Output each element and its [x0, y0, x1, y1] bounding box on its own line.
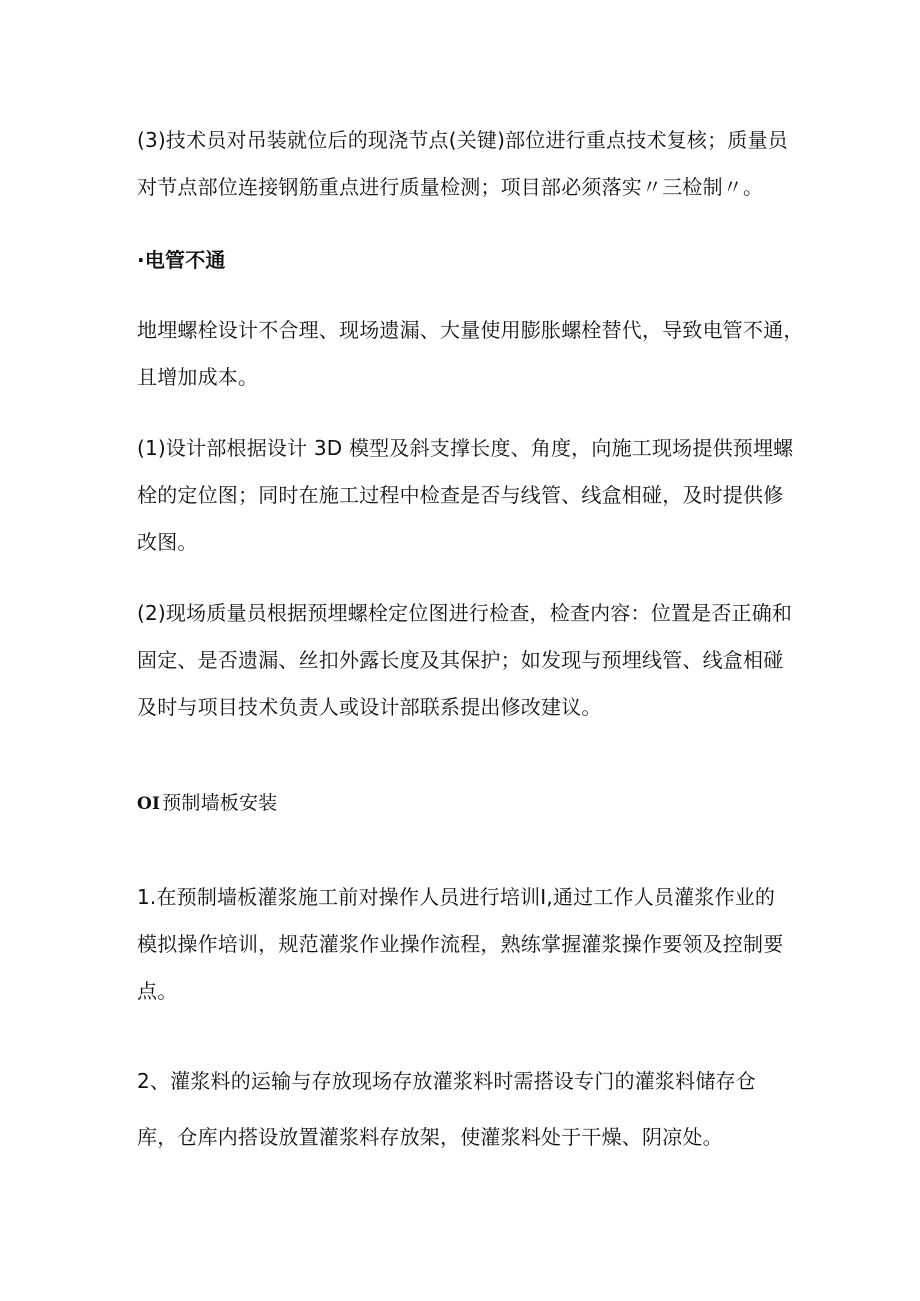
text-line: 且增加成本。	[137, 365, 259, 389]
text-line: 2、灌浆料的运输与存放现场存放灌浆料时需搭设专门的灌浆料储存仓	[137, 1069, 756, 1093]
paragraph-inspection-3	[137, 117, 797, 211]
section-heading-conduit	[137, 237, 797, 284]
paragraph-conduit-problem	[137, 307, 804, 401]
text-line: 模拟操作培训，规范灌浆作业操作流程，熟练掌握灌浆操作要领及控制要	[137, 932, 784, 956]
heading-text: 电管不通	[144, 248, 226, 272]
section-title-text: 预制墙板安装	[162, 792, 278, 814]
text-line: 固定、是否遗漏、丝扣外露长度及其保护；如发现与预埋线管、线盒相碰	[137, 648, 784, 672]
text-line: 地埋螺栓设计不合理、现场遗漏、大量使用膨胀螺栓替代，导致电管不通，	[137, 318, 804, 342]
text-line: 对节点部位连接钢筋重点进行质量检测；项目部必须落实〃三检制〃。	[137, 175, 764, 199]
text-line: 栓的定位图；同时在施工过程中检查是否与线管、线盒相碰，及时提供修	[137, 483, 784, 507]
text-line: 点。	[137, 979, 178, 1003]
text-line: (2)现场质量员根据预埋螺栓定位图进行检查，检查内容：位置是否正确和	[137, 601, 793, 625]
text-line: 1.在预制墙板灌浆施工前对操作人员进行培训I,通过工作人员灌浆作业的	[137, 885, 776, 909]
text-line: (3)技术员对吊装就位后的现浇节点(关键)部位进行重点技术复核；质量员	[137, 128, 788, 152]
paragraph-storage-2	[137, 1053, 797, 1165]
text-line: 改图。	[137, 530, 198, 554]
text-line: 及时与项目技术负责人或设计部联系提出修改建议。	[137, 695, 602, 719]
bullet-dot: ·	[137, 248, 145, 272]
text-line: 库，仓库内搭设放置灌浆料存放架，使灌浆料处于干燥、阴凉处。	[137, 1125, 723, 1149]
paragraph-design-1	[137, 425, 797, 566]
text-line: (1)设计部根据设计 3D 模型及斜支撑长度、角度，向施工现场提供预埋螺	[137, 436, 794, 460]
paragraph-quality-2	[137, 590, 797, 731]
paragraph-training-1	[137, 874, 797, 1015]
section-heading-wall-panel	[137, 780, 797, 827]
section-prefix: OI	[137, 794, 161, 814]
